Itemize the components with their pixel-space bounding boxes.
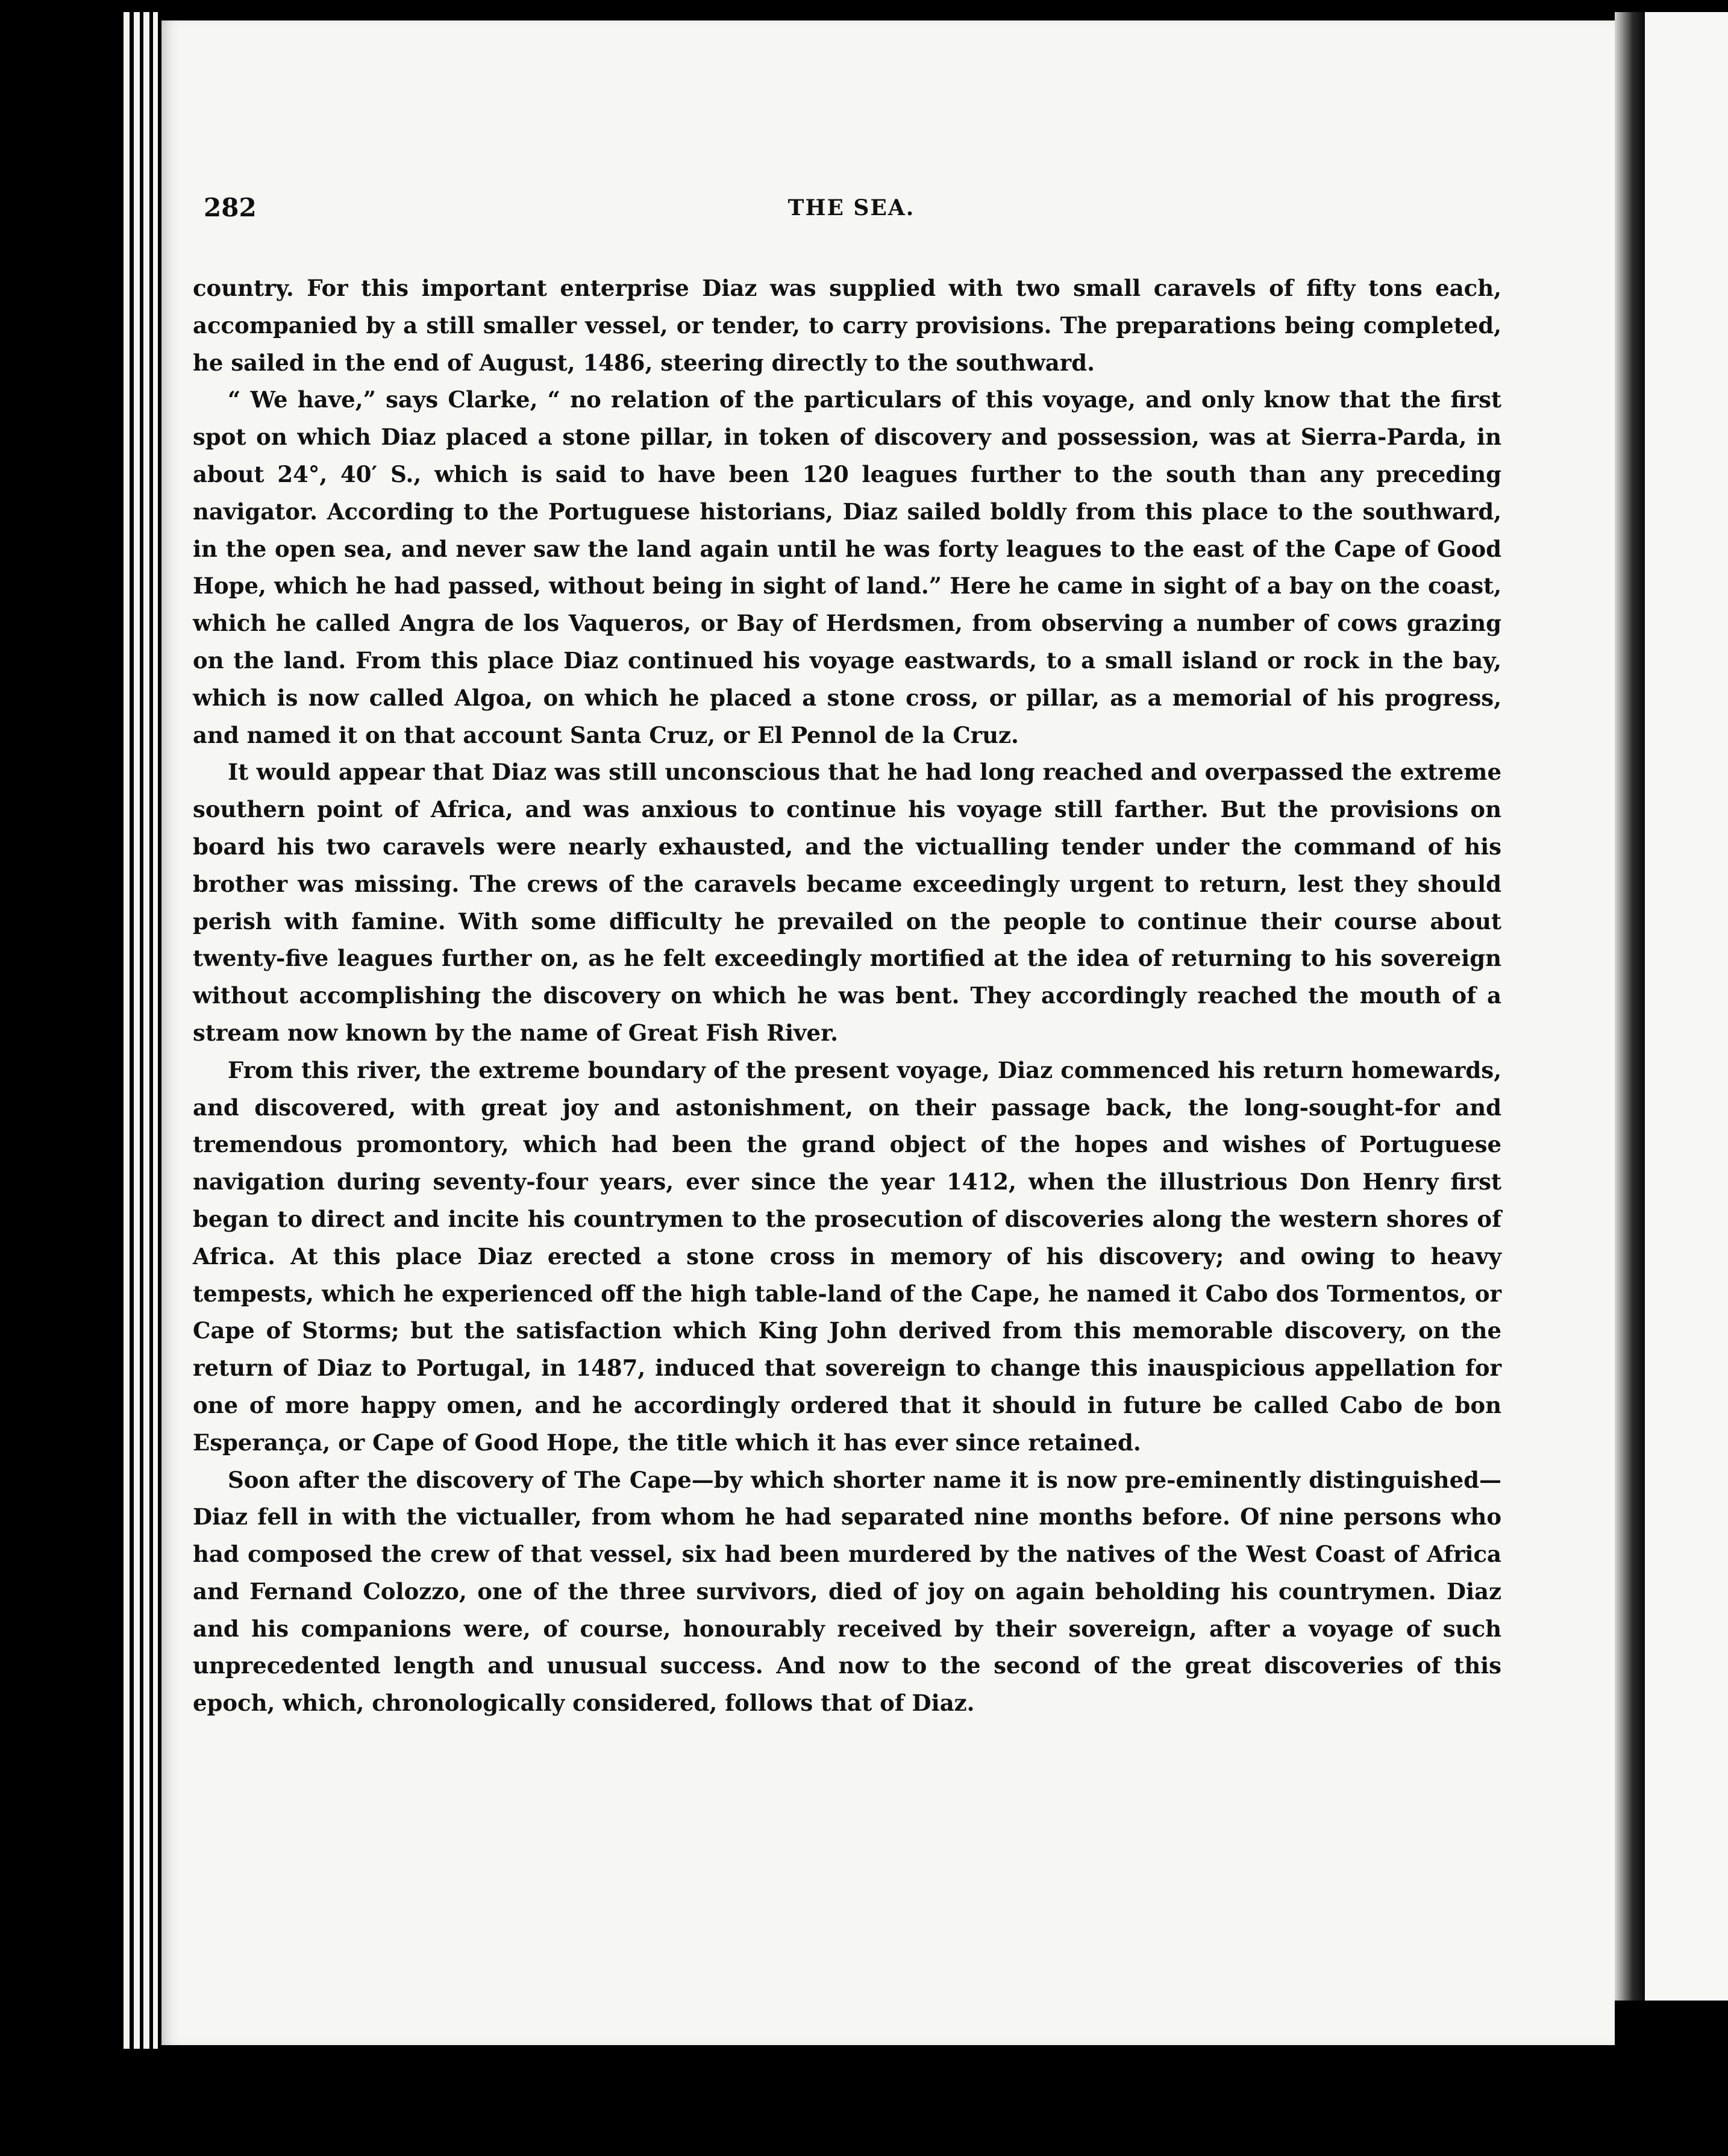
paragraph: It would appear that Diaz was still unconscious that he had long reached and overpassed the extreme southern point of Africa, and was anxious to continue his voyage still farther. But the provisions on board his two caravels were nearly exhausted, and the victualling tender under the command of his brother was missing. The crews of the caravels became exceedingly urgent to return, lest they should perish with famine. With some difficulty he prevailed on the people to continue their course about twenty-five leagues further on, as he felt exceedingly mortified at the idea of returning to his sovereign without accomplishing the discovery on which he was bent. They accordingly reached the mouth of a stream now known by the name of Great Fish River. xyxy=(193,759,1501,1046)
running-head: THE SEA. xyxy=(787,195,915,221)
paragraph: From this river, the extreme boundary of the present voyage, Diaz commenced his return homewards, and discovered, with great joy and astonishment, on their passage back, the long-sought-for and tremendous promontory, which had been the grand object of the hopes and wishes of Portuguese navigation during seventy-four years, ever since the year 1412, when the illustrious Don Henry first began to direct and incite his countrymen to the prosecution of discoveries along the western shores of Africa. At this place Diaz erected a stone cross in memory of his discovery; and owing to heavy tempests, which he experienced off the high table-land of the Cape, he named it Cabo dos Tormentos, or Cape of Storms; but the satisfaction which King John derived from this memorable discovery, on the return of Diaz to Portugal, in 1487, induced that sovereign to change this inauspicious appellation for one of more happy omen, and he accordingly ordered that it should in future be called Cabo de bon Esperança, or Cape of Good Hope, the title which it has ever since retained. xyxy=(193,1056,1501,1456)
paragraph: “ We have,” says Clarke, “ no relation of the particulars of this voyage, and only know that the first spot on which Diaz placed a stone pillar, in token of discovery and possession, was at Sierra-Parda, in about 24°, 40′ S., which is said to have been 120 leagues further to the south than any preceding navigator. According to the Portuguese historians, Diaz sailed boldly from this place to the southward, in the open sea, and never saw the land again until he was forty leagues to the east of the Cape of Good Hope, which he had passed, without being in sight of land.” Here he came in sight of a bay on the coast, which he called Angra de los Vaqueros, or Bay of Herdsmen, from observing a number of cows grazing on the land. From this place Diaz continued his voyage eastwards, to a small island or rock in the bay, which is now called Algoa, on which he placed a stone cross, or pillar, as a memorial of his progress, and named it on that account Santa Cruz, or El Pennol de la Cruz. xyxy=(193,386,1501,748)
page-number: 282 xyxy=(204,193,257,222)
page-edge xyxy=(134,12,140,2049)
page-edge xyxy=(143,12,149,2049)
book-gutter xyxy=(1615,12,1645,2001)
facing-page-edge xyxy=(1645,12,1728,2001)
paragraph: Soon after the discovery of The Cape—by which shorter name it is now pre-eminently distinguished—Diaz fell in with the victualler, from whom he had separated nine months before. Of nine persons who had composed the crew of that vessel, six had been murdered by the natives of the West Coast of Africa and Fernand Colozzo, one of the three survivors, died of joy on again beholding his countrymen. Diaz and his companions were, of course, honourably received by their sovereign, after a voyage of such unprecedented length and unusual success. And now to the second of the great discoveries of this epoch, which, chronologically considered, follows that of Diaz. xyxy=(193,1466,1501,1717)
body-text xyxy=(193,270,1501,1722)
page-edge xyxy=(153,12,158,2049)
page-edge xyxy=(124,12,130,2049)
page-header xyxy=(204,193,1499,229)
paragraph: country. For this important enterprise Diaz was supplied with two small caravels of fifty tons each, accompanied by a still smaller vessel, or tender, to carry provisions. The preparations being completed, he sailed in the end of August, 1486, steering directly to the southward. xyxy=(193,275,1501,376)
